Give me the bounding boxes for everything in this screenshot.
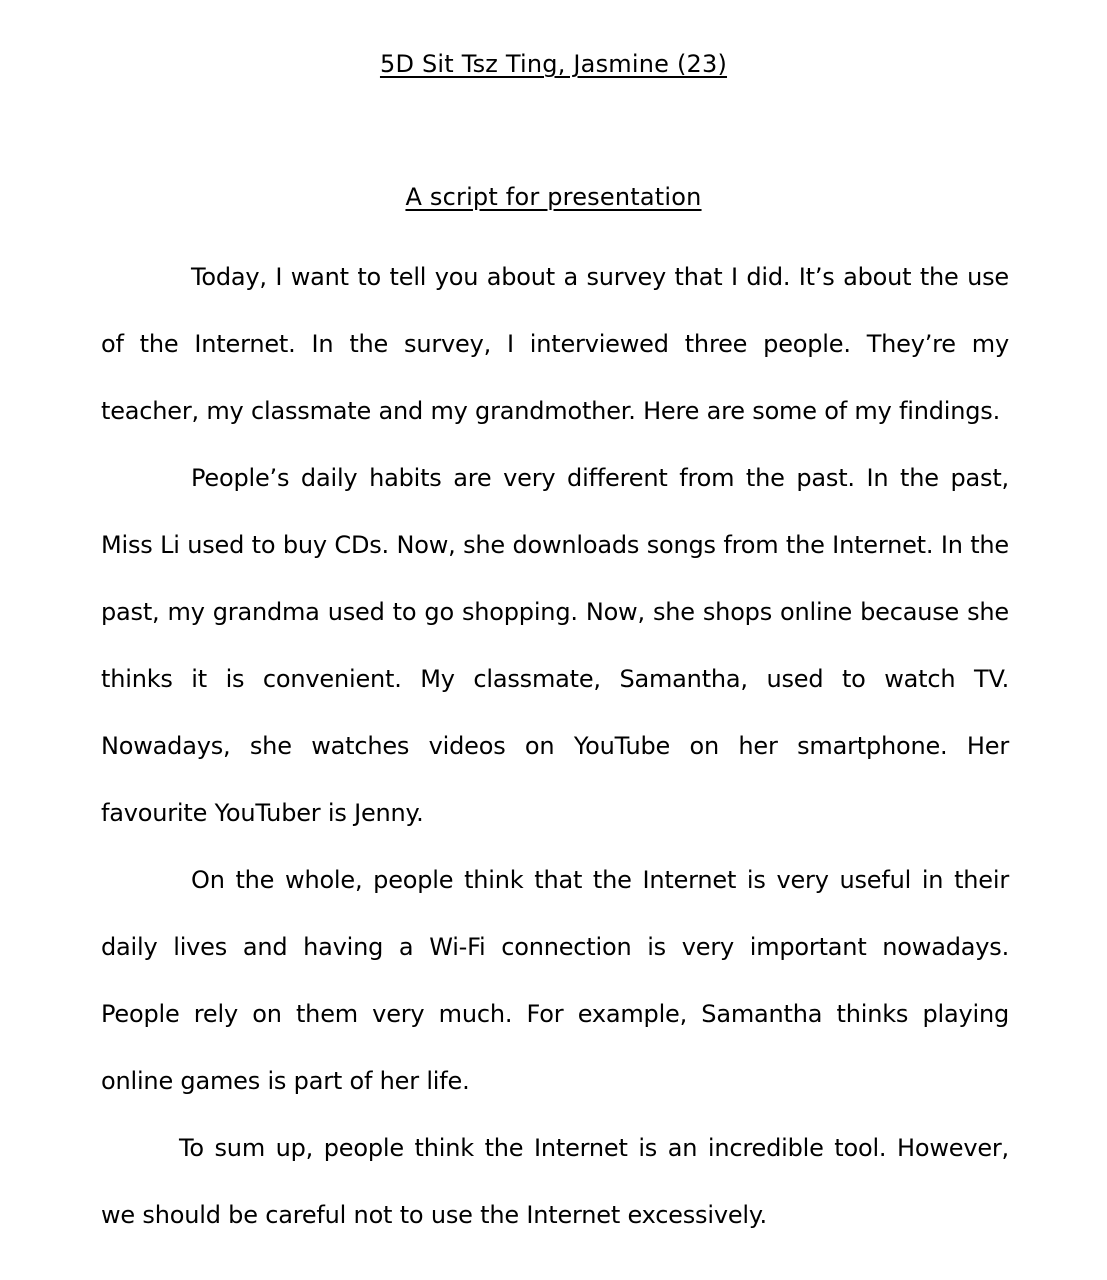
paragraph-intro: Today, I want to tell you about a survey that I did. It’s about the use of the Internet. In the survey, I interviewed three people. They’re my teacher, my classmate and my grandmother. Here are some of my findings. [101, 263, 1009, 425]
document-body [101, 244, 1009, 1249]
document-title-text: A script for presentation [405, 183, 702, 211]
paragraph-usefulness: On the whole, people think that the Internet is very useful in their daily lives and having a Wi-Fi connection is very important nowadays. People rely on them very much. For example, Samantha thinks playing online games is part of her life. [101, 866, 1009, 1095]
paragraph-conclusion: To sum up, people think the Internet is an incredible tool. However, we should be careful not to use the Internet excessively. [101, 1134, 1009, 1229]
document-title [0, 183, 1107, 211]
author-line-text: 5D Sit Tsz Ting, Jasmine (23) [379, 50, 728, 78]
paragraph-habits: People’s daily habits are very different from the past. In the past, Miss Li used to buy CDs. Now, she downloads songs from the Internet. In the past, my grandma used to go shopping. Now, she shops online because she thinks it is convenient. My classmate, Samantha, used to watch TV. Nowadays, she watches videos on YouTube on her smartphone. Her favourite YouTuber is Jenny. [101, 464, 1009, 827]
author-line [0, 50, 1107, 78]
